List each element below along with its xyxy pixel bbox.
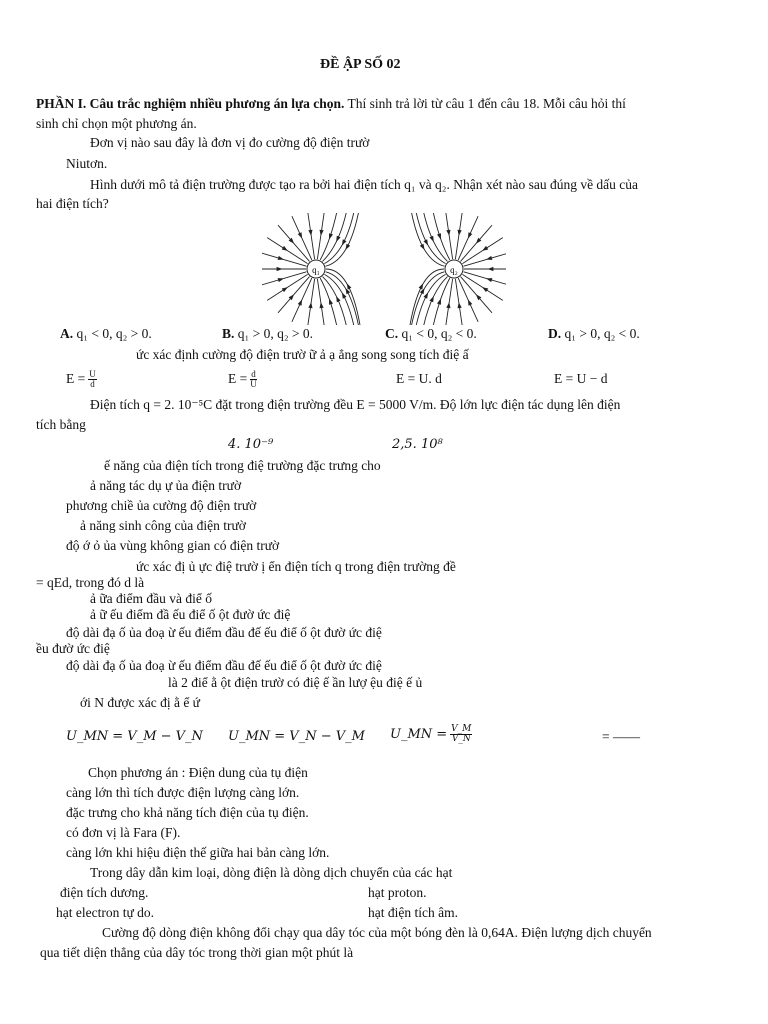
field-line-arrow (458, 302, 462, 308)
field-line-arrow (346, 244, 351, 250)
field-line-arrow (282, 287, 288, 292)
field-line (326, 213, 359, 266)
field-line-arrow (347, 283, 352, 289)
field-line-arrow (486, 278, 492, 282)
q2-stem-line2: hai điện tích? (36, 196, 109, 211)
q5-option-a: ả năng tác dụ ự ủa điện trườ (90, 478, 242, 493)
field-line-arrow (329, 298, 333, 304)
field-line-arrow (487, 267, 493, 271)
q9-option-d: hạt điện tích âm. (368, 905, 458, 920)
field-line-arrow (437, 233, 441, 239)
part-instructions: Thí sinh trả lời từ câu 1 đến câu 18. Mỗi câu hỏi thí (344, 96, 626, 111)
field-line-arrow (482, 246, 488, 251)
field-line-arrow (298, 299, 302, 305)
q5-option-c: ả năng sinh công của điện trườ (80, 518, 246, 533)
field-line-arrow (419, 283, 424, 289)
field-line-arrow (329, 233, 333, 239)
field-line-arrow (342, 239, 347, 245)
field-line (412, 213, 445, 266)
q7-option-c: U_MN = $\frac{V\_M}{V\_N}$ (390, 724, 472, 744)
field-line-arrow (429, 236, 433, 242)
field-line-arrow (468, 232, 472, 238)
q1-option: Niutơn. (66, 156, 108, 171)
q8-option-d: càng lớn khi hiệu điện thế giữa hai bản càng lớn. (66, 845, 330, 860)
field-line-arrow (298, 232, 302, 238)
field-line-arrow (424, 292, 429, 298)
q3-stem: ức xác định cường độ điện trườ ữ ả ạ ẳng song song tích điệ ấ (136, 347, 469, 362)
field-line-arrow (458, 230, 462, 236)
q10-stem-line2: qua tiết diện thẳng của dây tóc trong thời gian một phút là (40, 945, 354, 960)
q6-option-a: ả ữa điểm đầu và điể ố (90, 591, 213, 606)
q4-option-b: 2,5. 10⁸ (392, 437, 443, 452)
field-line (317, 213, 324, 259)
page-title: ĐỀ ẬP SỐ 02 (320, 57, 401, 72)
field-line-arrow (446, 230, 450, 236)
q8-option-a: càng lớn thì tích được điện lượng càng lớn. (66, 785, 300, 800)
field-lines-diagram (262, 213, 506, 325)
field-line-arrow (446, 302, 450, 308)
field-line-arrow (277, 267, 283, 271)
q3-option-b: E = $\frac{d}{U}$ (228, 369, 257, 390)
charge-q2-label: q₂ (450, 265, 458, 275)
q9-option-c: hạt electron tự do. (56, 905, 155, 920)
field-line (317, 279, 324, 325)
field-line (446, 279, 453, 325)
field-line (262, 272, 306, 286)
q4-option-a: 4. 10⁻⁹ (228, 437, 274, 452)
q6-option-d: độ dài đạ ố ủa đoạ ừ ếu điểm đầu đế ếu điể ố ột đườ ức điệ (66, 658, 382, 673)
q5-option-d: độ ớ ỏ ủa vùng không gian có điện trườ (66, 538, 280, 553)
field-line-arrow (308, 302, 312, 308)
q7-stem: là 2 điể ằ ột điện trườ có điệ ế ần lượ ệu điệ ế ủ (168, 675, 423, 690)
q2-option-d: D. q₁ > 0, q₂ < 0. (548, 326, 640, 341)
field-line-arrow (437, 298, 441, 304)
q2-option-a: A. q₁ < 0, q₂ > 0. (60, 326, 152, 341)
q8-stem: Chọn phương án : Điện dung của tụ điện (88, 765, 308, 780)
q8-option-c: có đơn vị là Fara (F). (66, 825, 181, 840)
q8-option-b: đặc trưng cho khả năng tích điện của tụ điện. (66, 805, 309, 820)
field-line-arrow (420, 244, 425, 250)
field-line-arrow (429, 296, 433, 302)
field-line (262, 253, 306, 267)
part-instructions-line2: sinh chỉ chọn một phương án. (36, 116, 197, 131)
q6-option-b: ả ữ ếu điểm đầ ếu điể ố ột đườ ức điệ (90, 607, 291, 622)
field-line-arrow (482, 287, 488, 292)
charge-q1-label: q₁ (312, 265, 320, 275)
q10-stem: Cường độ dòng điện không đổi chạy qua dây tóc của một bóng đèn là 0,64A. Điện lượng dịch chuyển (102, 925, 652, 940)
field-line-arrow (486, 256, 492, 260)
q9-option-a: điện tích dương. (60, 885, 149, 900)
field-line-arrow (424, 239, 429, 245)
field-line-arrow (336, 296, 340, 302)
q6-option-c-cont: ều đườ ức điệ (36, 641, 110, 656)
field-line-arrow (342, 292, 347, 298)
q2-stem: Hình dưới mô tả điện trường được tạo ra bởi hai điện tích q₁ và q₂. Nhận xét nào sau đúng về dấu của (90, 177, 639, 192)
field-line-arrow (308, 230, 312, 236)
q4-stem: Điện tích q = 2. 10⁻⁵C đặt trong điện trường đều E = 5000 V/m. Độ lớn lực điện tác dụng lên điện (90, 397, 621, 412)
field-line-arrow (320, 230, 324, 236)
q1-stem: Đơn vị nào sau đây là đơn vị đo cường độ điện trườ (90, 135, 370, 150)
q6-stem: ức xác đị ủ ực điệ trườ ị ển điện tích q trong điện trường đề (136, 559, 456, 574)
q5-option-b: phương chiề ủa cường độ điện trườ (66, 498, 257, 513)
field-line-arrow (320, 302, 324, 308)
q7-option-b: U_MN = V_N − V_M (228, 729, 365, 744)
field-line (464, 253, 506, 267)
q2-option-b: B. q₁ > 0, q₂ > 0. (222, 326, 314, 341)
q2-option-c: C. q₁ < 0, q₂ < 0. (385, 326, 477, 341)
q4-stem-line2: tích bằng (36, 417, 86, 432)
q7-stem-line2: ới N được xác đị ằ ể ứ (80, 695, 200, 710)
field-line-arrow (468, 299, 472, 305)
q3-option-a: E = $\frac{U}{d}$ (66, 369, 96, 390)
q7-option-d: = —— (602, 729, 640, 744)
field-line (446, 213, 453, 259)
field-line (464, 272, 506, 286)
q3-option-d: E = U − d (554, 371, 608, 386)
field-line-arrow (336, 236, 340, 242)
q5-stem: ế năng của điện tích trong điệ trường đặc trưng cho (104, 458, 381, 473)
field-line-arrow (278, 256, 284, 260)
part-heading: PHẦN I. Câu trắc nghiệm nhiều phương án lựa chọn. (36, 96, 345, 111)
field-line-arrow (278, 278, 284, 282)
electric-field-figure (262, 213, 506, 325)
part-heading-line (36, 95, 626, 112)
field-line-arrow (282, 246, 288, 251)
q7-option-a: U_MN = V_M − V_N (66, 729, 203, 744)
q6-stem-line2: = qEd, trong đó d là (36, 575, 145, 590)
q9-stem: Trong dây dẫn kim loại, dòng điện là dòng dịch chuyển của các hạt (90, 865, 453, 880)
q9-option-b: hạt proton. (368, 885, 427, 900)
q3-option-c: E = U. d (396, 371, 442, 386)
q6-option-c: độ dài đạ ố ủa đoạ ừ ếu điểm đầu đế ếu điể ố ột đườ ức điệ (66, 625, 382, 640)
